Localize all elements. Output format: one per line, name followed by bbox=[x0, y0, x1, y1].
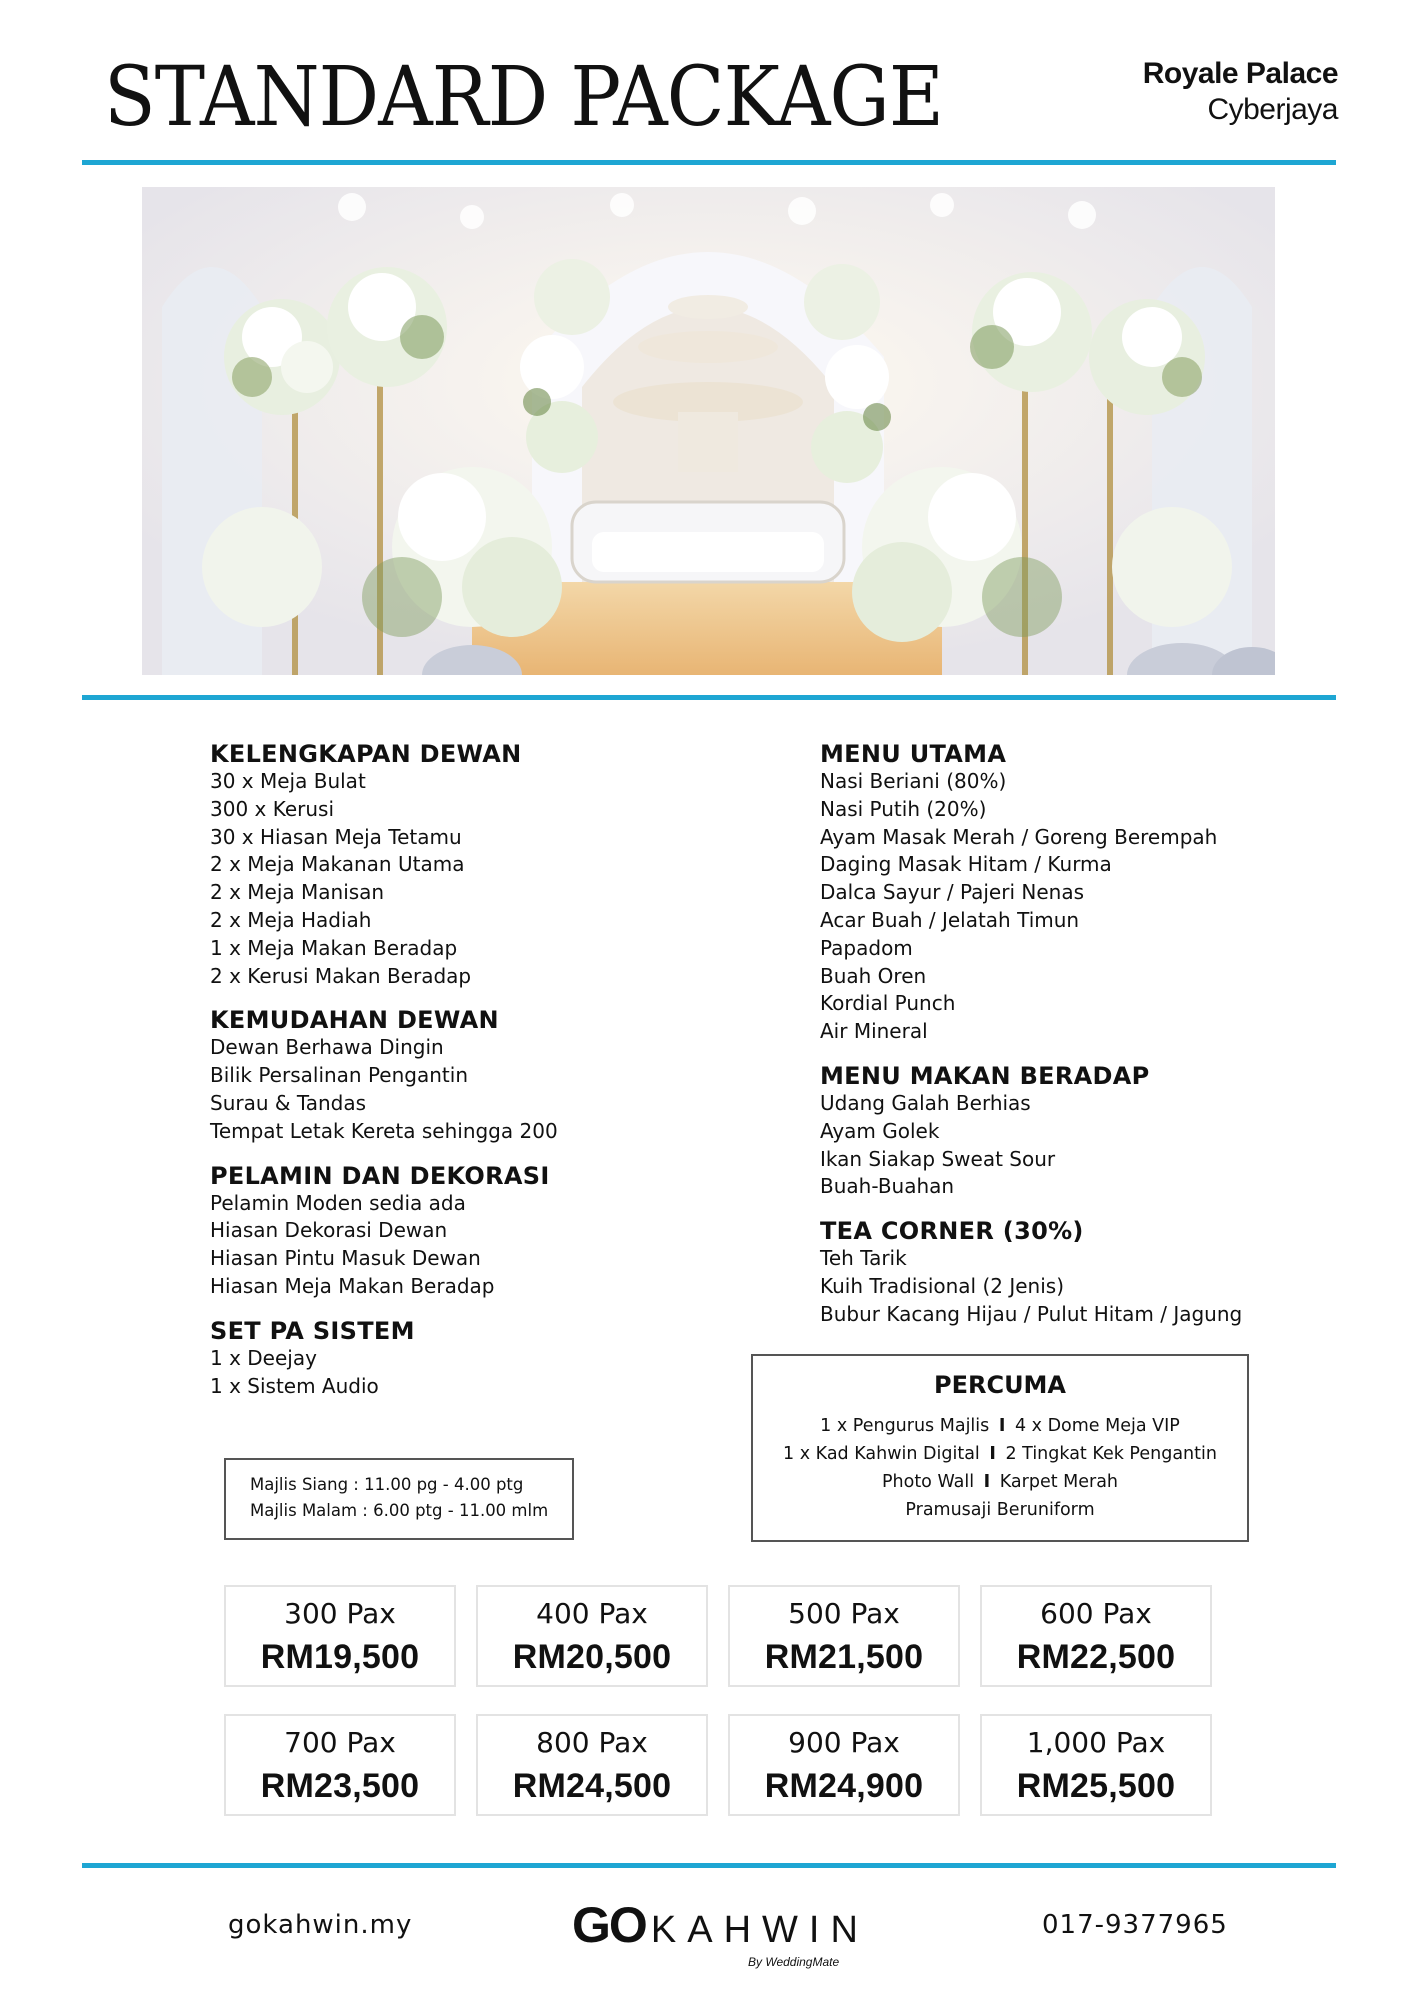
page-title: STANDARD PACKAGE bbox=[104, 50, 944, 145]
list-item: 2 x Meja Manisan bbox=[210, 880, 385, 905]
percuma-list bbox=[753, 1412, 1247, 1524]
percuma-line bbox=[753, 1468, 1247, 1496]
list-item: Nasi Putih (20%) bbox=[820, 796, 987, 821]
logo-kahwin-text: KAHWIN bbox=[650, 1909, 869, 1951]
percuma-line bbox=[753, 1440, 1247, 1468]
percuma-item: Pramusaji Beruniform bbox=[905, 1500, 1095, 1520]
price-value: RM20,500 bbox=[512, 1638, 672, 1676]
percuma-line bbox=[753, 1412, 1247, 1440]
list-item: 30 x Hiasan Meja Tetamu bbox=[210, 824, 462, 849]
list-item: Dewan Berhawa Dingin bbox=[210, 1035, 444, 1060]
section-heading: MENU UTAMA bbox=[820, 740, 1007, 768]
percuma-item: 4 x Dome Meja VIP bbox=[1014, 1416, 1180, 1436]
pax-label: 300 Pax bbox=[284, 1597, 396, 1630]
percuma-item: 2 Tingkat Kek Pengantin bbox=[1005, 1444, 1217, 1464]
section-heading: KEMUDAHAN DEWAN bbox=[210, 1006, 499, 1035]
price-value: RM24,500 bbox=[512, 1767, 672, 1805]
session-siang: Majlis Siang : 11.00 pg - 4.00 ptg bbox=[250, 1475, 524, 1494]
list-item: Ikan Siakap Sweat Sour bbox=[820, 1146, 1056, 1171]
section-kelengkapan-dewan bbox=[210, 740, 730, 990]
section-heading: TEA CORNER (30%) bbox=[820, 1217, 1084, 1246]
list-item: Buah-Buahan bbox=[820, 1174, 955, 1199]
percuma-title: PERCUMA bbox=[933, 1371, 1067, 1399]
section-tea-corner bbox=[820, 1217, 1300, 1328]
list-item: Hiasan Meja Makan Beradap bbox=[210, 1273, 495, 1298]
pelamin-illustration bbox=[142, 187, 1275, 675]
left-column bbox=[210, 740, 730, 1400]
section-heading: SET PA SISTEM bbox=[210, 1316, 415, 1345]
list-item: 300 x Kerusi bbox=[210, 796, 335, 821]
list-item: Ayam Golek bbox=[820, 1118, 940, 1143]
list-item: Bubur Kacang Hijau / Pulut Hitam / Jagung bbox=[820, 1301, 1243, 1326]
pax-label: 700 Pax bbox=[284, 1726, 396, 1759]
percuma-item: 1 x Kad Kahwin Digital bbox=[783, 1444, 980, 1464]
list-item: 2 x Meja Makanan Utama bbox=[210, 852, 465, 877]
separator: I bbox=[989, 1444, 996, 1464]
list-item: Kordial Punch bbox=[820, 991, 956, 1016]
logo-go-text: GO bbox=[572, 1897, 646, 1953]
list-item: Dalca Sayur / Pajeri Nenas bbox=[820, 880, 1084, 905]
section-pelamin-dekorasi bbox=[210, 1162, 730, 1301]
list-item: Nasi Beriani (80%) bbox=[820, 769, 1007, 793]
separator: I bbox=[998, 1416, 1006, 1436]
top-divider bbox=[82, 160, 1336, 165]
price-value: RM22,500 bbox=[1016, 1638, 1176, 1676]
price-value: RM21,500 bbox=[764, 1638, 924, 1676]
section-menu-utama bbox=[820, 740, 1300, 1046]
pax-label: 1,000 Pax bbox=[1026, 1726, 1166, 1759]
session-malam: Majlis Malam : 6.00 ptg - 11.00 mlm bbox=[250, 1501, 549, 1520]
price-card-900 bbox=[728, 1714, 960, 1816]
list-item: Hiasan Dekorasi Dewan bbox=[210, 1218, 448, 1243]
list-item: Bilik Persalinan Pengantin bbox=[210, 1063, 468, 1088]
list-item: Air Mineral bbox=[820, 1019, 928, 1044]
hero-photo bbox=[142, 187, 1275, 675]
list-item: 30 x Meja Bulat bbox=[210, 769, 366, 793]
price-card-300 bbox=[224, 1585, 456, 1687]
gokahwin-logo bbox=[572, 1897, 872, 1969]
price-value: RM24,900 bbox=[764, 1767, 924, 1805]
percuma-item: 1 x Pengurus Majlis bbox=[820, 1416, 990, 1436]
percuma-line bbox=[753, 1496, 1247, 1524]
list-item: Udang Galah Berhias bbox=[820, 1090, 1031, 1115]
hero-divider bbox=[82, 695, 1336, 700]
list-item: 1 x Deejay bbox=[210, 1345, 317, 1370]
right-column bbox=[820, 740, 1300, 1329]
percuma-box bbox=[751, 1354, 1249, 1542]
pax-label: 800 Pax bbox=[536, 1726, 648, 1759]
price-card-1000 bbox=[980, 1714, 1212, 1816]
list-item: Daging Masak Hitam / Kurma bbox=[820, 852, 1112, 877]
percuma-item: Photo Wall bbox=[881, 1472, 975, 1492]
list-item: 1 x Meja Makan Beradap bbox=[210, 935, 458, 960]
price-card-400 bbox=[476, 1585, 708, 1687]
list-item: Hiasan Pintu Masuk Dewan bbox=[210, 1246, 481, 1271]
session-times-box bbox=[224, 1458, 574, 1540]
phone-number[interactable]: 017-9377965 bbox=[1042, 1910, 1228, 1940]
venue-name: Royale Palace bbox=[1142, 57, 1338, 90]
venue-block bbox=[1143, 56, 1338, 128]
section-set-pa-sistem bbox=[210, 1317, 730, 1401]
pax-label: 600 Pax bbox=[1040, 1597, 1152, 1630]
price-value: RM19,500 bbox=[260, 1638, 420, 1676]
section-menu-makan-beradap bbox=[820, 1062, 1300, 1201]
website-link[interactable]: gokahwin.my bbox=[228, 1910, 413, 1940]
list-item: Papadom bbox=[820, 935, 913, 960]
list-item: Tempat Letak Kereta sehingga 200 bbox=[210, 1118, 558, 1143]
list-item: 2 x Kerusi Makan Beradap bbox=[210, 963, 472, 988]
pax-label: 500 Pax bbox=[788, 1597, 900, 1630]
list-item: Pelamin Moden sedia ada bbox=[210, 1190, 466, 1215]
logo-byline: By WeddingMate bbox=[748, 1955, 840, 1969]
price-card-800 bbox=[476, 1714, 708, 1816]
price-value: RM23,500 bbox=[260, 1767, 420, 1805]
list-item: Surau & Tandas bbox=[210, 1090, 367, 1115]
pax-label: 900 Pax bbox=[788, 1726, 900, 1759]
separator: I bbox=[983, 1472, 991, 1492]
section-heading: KELENGKAPAN DEWAN bbox=[210, 740, 522, 768]
section-kemudahan-dewan bbox=[210, 1006, 730, 1145]
list-item: Acar Buah / Jelatah Timun bbox=[820, 907, 1080, 932]
list-item: Teh Tarik bbox=[820, 1246, 907, 1271]
percuma-item: Karpet Merah bbox=[999, 1472, 1119, 1492]
section-heading: MENU MAKAN BERADAP bbox=[820, 1061, 1150, 1090]
list-item: Ayam Masak Merah / Goreng Berempah bbox=[820, 824, 1218, 849]
pax-label: 400 Pax bbox=[536, 1597, 648, 1630]
price-card-600 bbox=[980, 1585, 1212, 1687]
list-item: Buah Oren bbox=[820, 963, 927, 988]
venue-location: Cyberjaya bbox=[1207, 93, 1338, 126]
price-card-700 bbox=[224, 1714, 456, 1816]
price-card-500 bbox=[728, 1585, 960, 1687]
list-item: Kuih Tradisional (2 Jenis) bbox=[820, 1273, 1064, 1298]
section-heading: PELAMIN DAN DEKORASI bbox=[210, 1161, 550, 1190]
footer-divider bbox=[82, 1863, 1336, 1868]
list-item: 2 x Meja Hadiah bbox=[210, 907, 372, 932]
price-value: RM25,500 bbox=[1016, 1767, 1176, 1805]
list-item: 1 x Sistem Audio bbox=[210, 1373, 379, 1398]
